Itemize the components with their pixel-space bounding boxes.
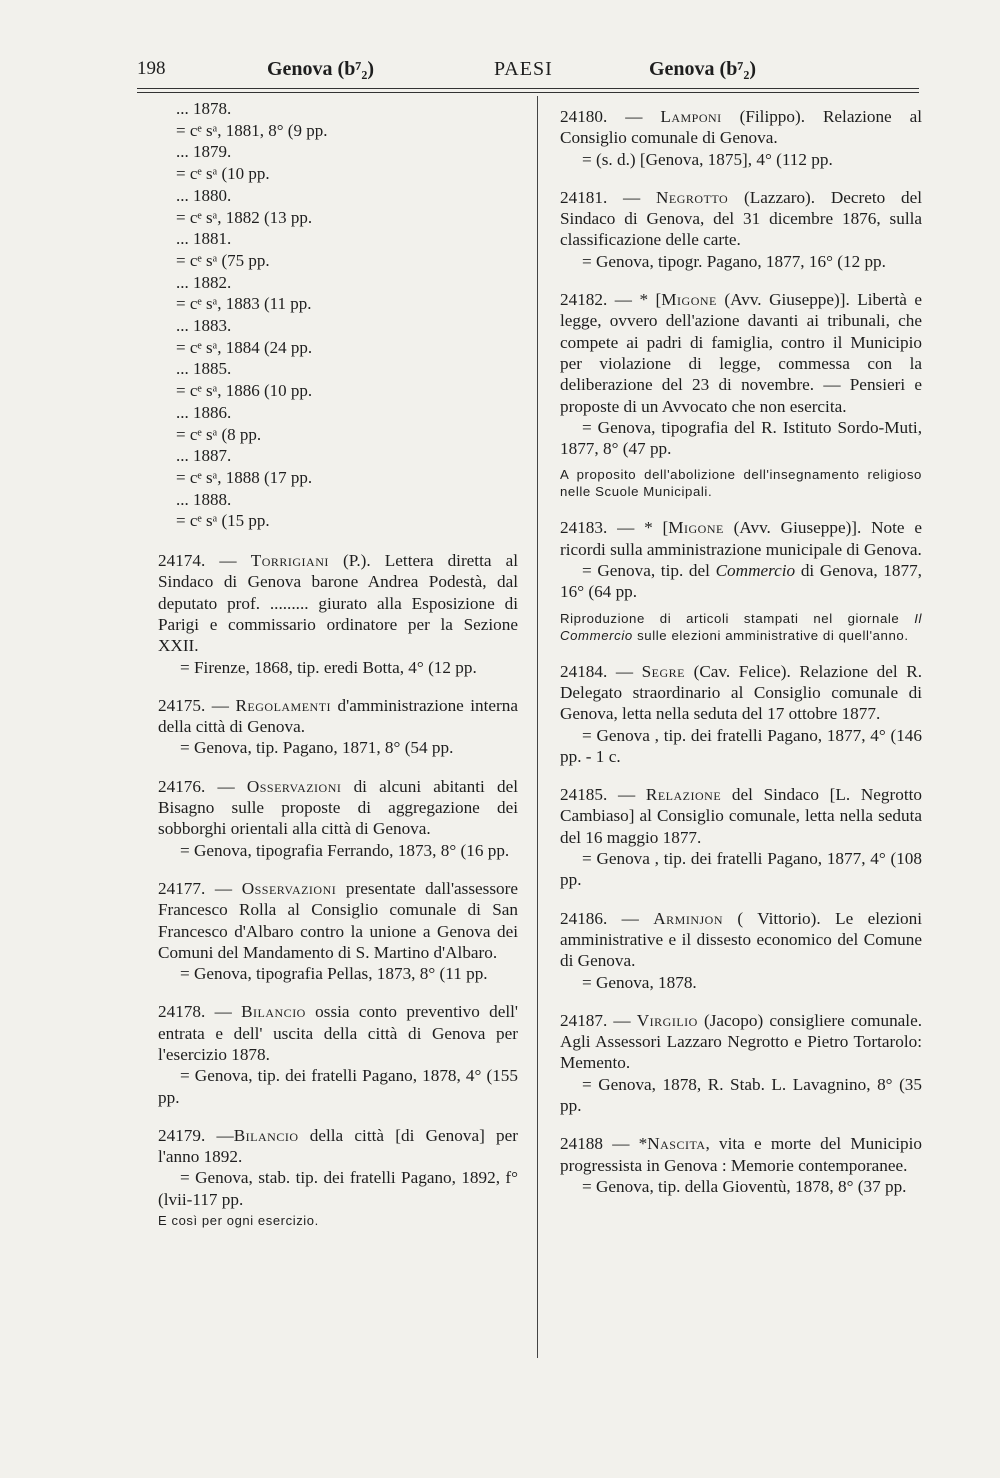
entry-text: (Avv. Giuseppe)]. Libertà e legge, ovvero dell'azione davanti ai tribunali, che compete ai padri di famiglia, contro il Municipio per violazione di legge, commessa con la deliberazione del 23 di novembre. — Pensieri e proposte di un Avvocato che non esercita.: [560, 290, 922, 416]
entry-description: [158, 776, 518, 840]
entry-description: [158, 1001, 518, 1065]
entry-note: [560, 610, 922, 644]
entry-text: (Filippo). Relazione al Consiglio comunale di Genova.: [560, 107, 923, 148]
entry-text: ossia conto preventivo dell' entrata e dell' uscita della città di Genova per l'esercizio 1878.: [158, 1002, 518, 1064]
imprint-part: = Genova, tip. del: [582, 561, 716, 581]
entry-description: [560, 517, 922, 560]
entry-author: Negrotto: [656, 187, 729, 207]
entry-number: 24175. —: [158, 695, 236, 715]
entry-24185: [560, 784, 922, 890]
year-line: ... 1878.: [176, 99, 232, 118]
entry-text: , vita e morte del Municipio progressista in Genova : Memorie contemporanee.: [560, 1134, 923, 1175]
entry-description: [158, 1125, 518, 1168]
entry-number: 24182. — * [: [560, 290, 662, 310]
year-imprint: = cᵉ sᵃ, 1888 (17 pp.: [176, 467, 313, 487]
header-rule-top: [137, 88, 919, 89]
entry-24178: [158, 1001, 518, 1107]
entry-number: 24176. —: [158, 776, 247, 796]
entry-note: E così per ogni esercizio.: [158, 1213, 319, 1229]
entry-author: Regolamenti: [235, 695, 332, 715]
right-column: [560, 98, 922, 1197]
entry-imprint: = Genova, 1878, R. Stab. L. Lavagnino, 8° (35 pp.: [560, 1074, 922, 1115]
entry-note: A proposito dell'abolizione dell'insegnamento religioso nelle Scuole Municipali.: [560, 467, 922, 500]
entry-description: [560, 784, 922, 848]
entry-text: ( Vittorio). Le elezioni amministrative e il dissesto economico del Comune di Genova.: [560, 908, 922, 971]
entry-description: [158, 550, 518, 656]
entry-24188: [560, 1133, 922, 1197]
entry-24187: [560, 1010, 922, 1116]
note-part: sulle elezioni amministrative di quell'anno.: [632, 627, 909, 643]
entry-imprint: = Genova , tip. dei fratelli Pagano, 1877, 4° (146 pp. - 1 c.: [560, 725, 922, 766]
entry-description: [560, 661, 922, 725]
entry-24177: [158, 878, 518, 984]
entry-description: [560, 908, 922, 972]
entry-24179: [158, 1125, 518, 1229]
note-journal: Il Commercio: [560, 610, 922, 643]
entry-number: 24185. —: [560, 785, 646, 805]
entry-number: 24183. — * [: [560, 518, 669, 538]
note-part: Riproduzione di articoli stampati nel giornale: [560, 610, 915, 626]
entry-number: 24181. —: [560, 187, 657, 207]
entry-24186: [560, 908, 922, 993]
entry-description: [560, 1010, 922, 1074]
entry-number: 24177. —: [158, 878, 242, 898]
entry-author: Bilancio: [241, 1002, 306, 1022]
entry-text: (Cav. Felice). Relazione del R. Delegato straordinario al Consiglio comunale di Genova, letta nella seduta del 17 ottobre 1877.: [560, 661, 922, 724]
year-imprint: = cᵉ sᵃ (10 pp.: [176, 164, 270, 184]
entry-description: [560, 289, 922, 417]
entry-description: [560, 106, 922, 149]
entry-text: (Avv. Giuseppe)]. Note e ricordi sulla amministrazione municipale di Genova.: [560, 518, 922, 559]
imprint-journal: Commercio: [715, 561, 796, 581]
entry-number: 24174. —: [158, 551, 251, 571]
entry-author: Lamponi: [660, 107, 722, 126]
year-line: ... 1886.: [176, 402, 232, 422]
entry-author: Arminjon: [653, 908, 724, 928]
entry-author: Nascita: [647, 1134, 706, 1154]
year-list: [158, 98, 518, 532]
left-column: [158, 98, 518, 1229]
entry-text: (P.). Lettera diretta al Sindaco di Genova barone Andrea Podestà, dal deputato prof. ......... giurato alla Esposizione di Parigi e commissario ordinatore per la Sezione XXII.: [158, 551, 519, 656]
header-rule-bottom: [137, 92, 919, 93]
entry-24174: [158, 550, 518, 678]
entry-imprint: = Genova, tipogr. Pagano, 1877, 16° (12 pp.: [582, 251, 886, 271]
entry-author: Virgilio: [636, 1010, 698, 1030]
entry-number: 24188 — *: [560, 1134, 648, 1154]
year-imprint: = cᵉ sᵃ (8 pp.: [176, 424, 262, 444]
header-left-title: Genova (b⁷₂): [267, 58, 374, 80]
entry-text: del Sindaco [L. Negrotto Cambiaso] al Consiglio comunale, letta nella seduta del 16 maggio 1877.: [560, 785, 922, 847]
entry-author: Torrigiani: [250, 551, 329, 571]
year-line: ... 1887.: [176, 446, 232, 466]
entry-imprint: = Genova, tip. Pagano, 1871, 8° (54 pp.: [180, 738, 454, 758]
entry-imprint: [560, 560, 922, 603]
year-line: ... 1881.: [176, 229, 232, 249]
entry-24176: [158, 776, 518, 861]
entry-text: presentate dall'assessore Francesco Rolla al Consiglio comunale di San Francesco d'Albaro contro la unione a Genova dei Comuni del Mandamento di S. Martino d'Albaro.: [158, 878, 518, 962]
entry-author: Osservazioni: [241, 878, 337, 898]
entry-imprint: = Genova , tip. dei fratelli Pagano, 1877, 4° (108 pp.: [560, 849, 922, 890]
header-right-title: Genova (b⁷₂): [649, 58, 756, 80]
entry-description: [560, 1133, 922, 1176]
column-divider: [537, 96, 538, 1358]
year-imprint: = cᵉ sᵃ (75 pp.: [176, 250, 270, 270]
entry-24183: [560, 517, 922, 643]
year-imprint: = cᵉ sᵃ, 1886 (10 pp.: [176, 381, 313, 401]
year-imprint: = cᵉ sᵃ (15 pp.: [176, 511, 270, 531]
entry-imprint: = Genova, tipografia Ferrando, 1873, 8° (16 pp.: [180, 840, 510, 860]
imprint-part: di Genova, 1877, 16° (64 pp.: [560, 561, 922, 602]
entry-number: 24184. —: [560, 661, 642, 681]
year-imprint: = cᵉ sᵃ, 1884 (24 pp.: [176, 337, 313, 357]
entry-number: 24187. —: [560, 1010, 637, 1030]
header-center-title: PAESI: [494, 58, 553, 80]
entry-imprint: = (s. d.) [Genova, 1875], 4° (112 pp.: [582, 149, 833, 169]
entry-description: [560, 187, 922, 251]
year-line: ... 1882.: [176, 272, 232, 292]
entry-imprint: = Genova, tipografia del R. Istituto Sordo-Muti, 1877, 8° (47 pp.: [560, 417, 922, 459]
entry-text: della città [di Genova] per l'anno 1892.: [158, 1125, 519, 1167]
entry-imprint: = Genova, tipografia Pellas, 1873, 8° (11 pp.: [180, 964, 488, 984]
entry-imprint: = Genova, tip. dei fratelli Pagano, 1878, 4° (155 pp.: [158, 1066, 518, 1107]
year-line: ... 1880.: [176, 185, 232, 205]
entry-imprint: = Genova, 1878.: [582, 972, 697, 992]
entry-24181: [560, 187, 922, 272]
entry-author: Relazione: [645, 785, 722, 805]
year-line: ... 1883.: [176, 316, 232, 336]
entry-24184: [560, 661, 922, 767]
year-line: ... 1879.: [176, 142, 232, 162]
running-header: [137, 52, 919, 88]
entry-number: 24179. —: [158, 1125, 234, 1145]
year-imprint: = cᵉ sᵃ, 1881, 8° (9 pp.: [176, 120, 328, 140]
entry-text: di alcuni abitanti del Bisagno sulle proposte di aggregazione dei sobborghi orientali alla città di Genova.: [158, 776, 518, 839]
entry-author: Osservazioni: [246, 776, 342, 796]
entry-author: Segre: [641, 661, 686, 681]
entry-text: (Jacopo) consigliere comunale. Agli Assessori Lazzaro Negrotto e Pietro Tortarolo: Memento.: [560, 1010, 922, 1073]
entry-imprint: = Genova, stab. tip. dei fratelli Pagano, 1892, f° (lvii-117 pp.: [158, 1168, 518, 1209]
entry-number: 24178. —: [158, 1002, 242, 1022]
entry-imprint: = Genova, tip. della Gioventù, 1878, 8° (37 pp.: [582, 1176, 907, 1196]
entry-description: [158, 878, 518, 963]
year-imprint: = cᵉ sᵃ, 1882 (13 pp.: [176, 207, 313, 227]
entry-author: Migone: [668, 518, 724, 538]
entry-24175: [158, 695, 518, 759]
entry-imprint: = Firenze, 1868, tip. eredi Botta, 4° (12 pp.: [180, 657, 477, 677]
entry-number: 24180. —: [560, 107, 661, 126]
entry-author: Migone: [661, 290, 717, 310]
entry-text: (Lazzaro). Decreto del Sindaco di Genova, del 31 dicembre 1876, sulla classificazione delle carte.: [560, 187, 923, 250]
year-imprint: = cᵉ sᵃ, 1883 (11 pp.: [176, 294, 312, 314]
year-line: ... 1885.: [176, 359, 232, 379]
entry-number: 24186. —: [560, 908, 654, 928]
page-number: 198: [137, 58, 166, 79]
entry-24182: [560, 289, 922, 500]
entry-author: Bilancio: [233, 1125, 299, 1145]
entry-24180: [560, 106, 922, 170]
entry-text: d'amministrazione interna della città di Genova.: [158, 695, 518, 737]
entry-description: [158, 695, 518, 738]
year-line: ... 1888.: [176, 489, 232, 509]
